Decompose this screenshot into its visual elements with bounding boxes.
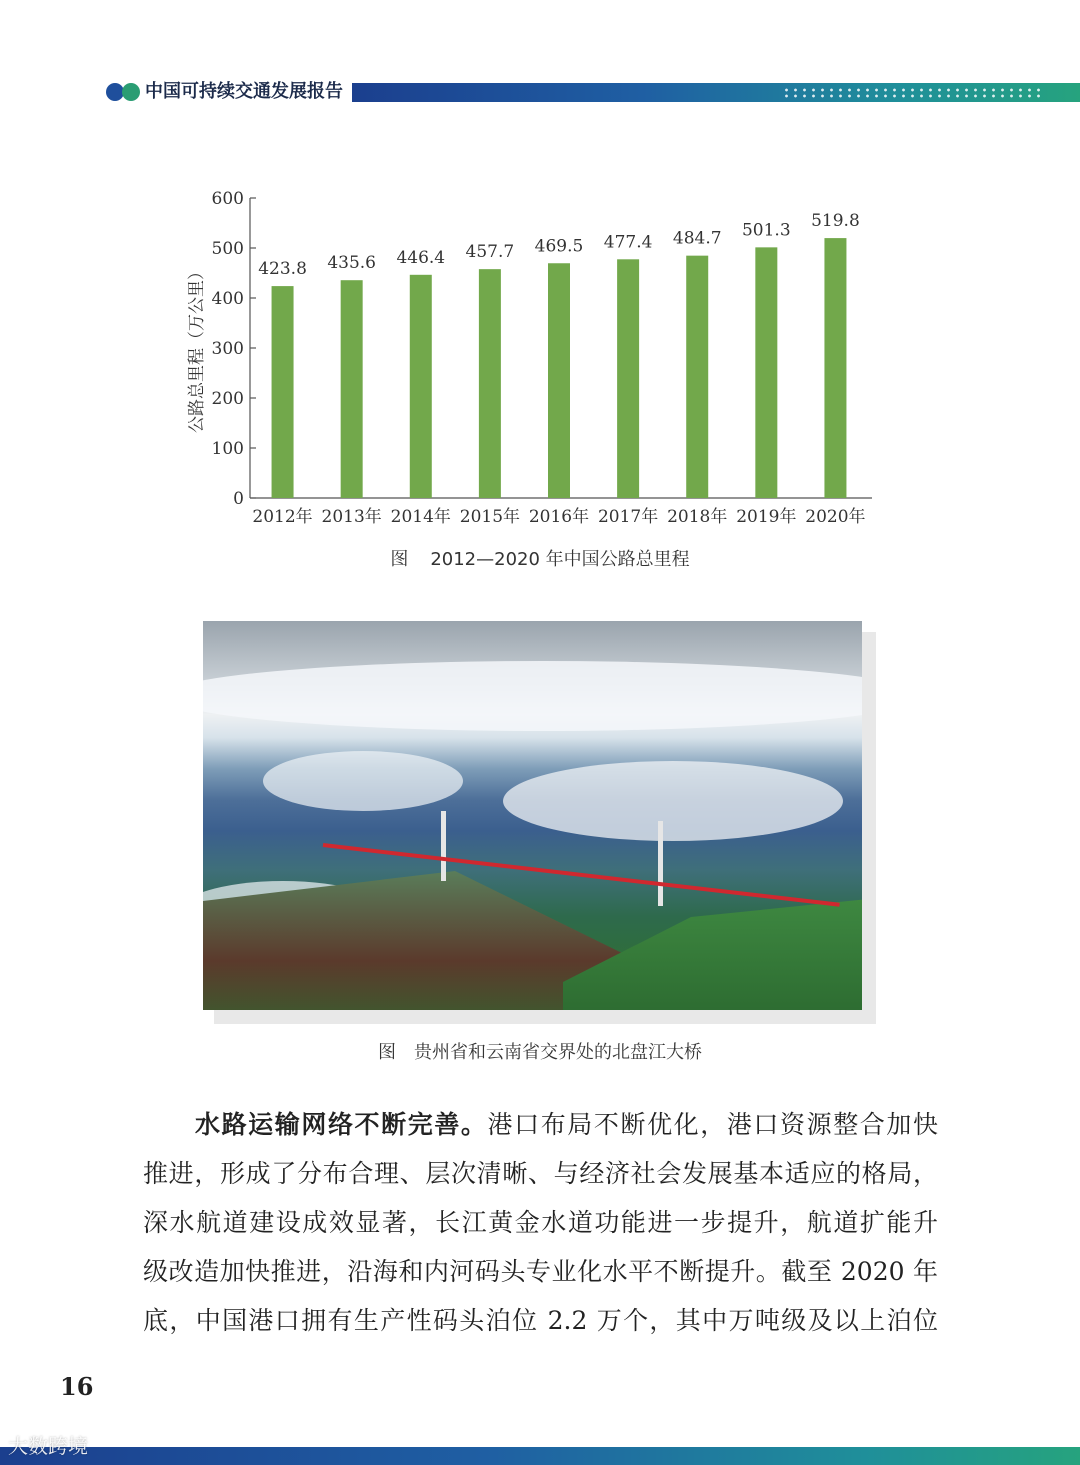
paragraph-line: 级改造加快推进，沿海和内河码头专业化水平不断提升。截至 2020 年 bbox=[143, 1257, 938, 1286]
bar bbox=[617, 259, 639, 498]
watermark: 大数跨境 bbox=[8, 1434, 88, 1458]
y-tick-label: 600 bbox=[211, 189, 244, 209]
bar-value-label: 435.6 bbox=[327, 253, 377, 274]
x-tick-label: 2013年 bbox=[321, 507, 382, 527]
chart-caption-text: 2012—2020 年中国公路总里程 bbox=[430, 549, 690, 570]
x-tick-label: 2012年 bbox=[252, 507, 313, 527]
y-tick-label: 500 bbox=[211, 239, 244, 259]
bar bbox=[341, 280, 363, 498]
y-tick-label: 200 bbox=[211, 389, 244, 409]
y-tick-label: 300 bbox=[211, 339, 244, 359]
body-paragraph bbox=[143, 1100, 938, 1345]
paragraph-line bbox=[143, 1100, 938, 1149]
bar-value-label: 477.4 bbox=[603, 232, 653, 253]
bridge-photo bbox=[203, 621, 862, 1010]
x-tick-label: 2017年 bbox=[597, 507, 659, 527]
bar bbox=[548, 263, 570, 498]
bar-chart-svg bbox=[180, 180, 900, 540]
bar bbox=[755, 247, 777, 498]
bar bbox=[272, 286, 294, 498]
x-tick-label: 2018年 bbox=[667, 507, 728, 527]
highway-mileage-chart bbox=[180, 180, 900, 540]
x-tick-label: 2016年 bbox=[528, 507, 590, 527]
x-tick-label: 2014年 bbox=[390, 507, 451, 527]
bar bbox=[410, 275, 432, 498]
report-title: 中国可持续交通发展报告 bbox=[145, 81, 343, 102]
bar-value-label: 484.7 bbox=[672, 228, 722, 249]
bar-value-label: 469.5 bbox=[534, 236, 584, 257]
bar-value-label: 423.8 bbox=[258, 259, 307, 280]
bar-value-label: 446.4 bbox=[396, 247, 446, 268]
photo-caption-text: 贵州省和云南省交界处的北盘江大桥 bbox=[414, 1042, 702, 1063]
paragraph-line: 深水航道建设成效显著，长江黄金水道功能进一步提升，航道扩能升 bbox=[143, 1208, 938, 1237]
bar-value-label: 519.8 bbox=[811, 211, 860, 232]
y-tick-label: 400 bbox=[211, 289, 244, 309]
bar-value-label: 501.3 bbox=[741, 220, 791, 241]
photo-caption-prefix: 图 bbox=[378, 1042, 396, 1063]
footer-decoration-bar bbox=[0, 1447, 1080, 1465]
x-tick-label: 2015年 bbox=[459, 507, 521, 527]
x-tick-label: 2020年 bbox=[805, 507, 866, 527]
paragraph-text: 港口布局不断优化，港口资源整合加快 bbox=[487, 1110, 938, 1139]
photo-caption bbox=[0, 1038, 1080, 1064]
running-header bbox=[0, 80, 1080, 104]
logo-dots-icon bbox=[106, 83, 142, 101]
bar bbox=[479, 269, 501, 498]
bar bbox=[824, 238, 846, 498]
chart-caption-prefix: 图 bbox=[390, 549, 409, 570]
paragraph-lead: 水路运输网络不断完善。 bbox=[195, 1110, 488, 1139]
x-tick-label: 2019年 bbox=[736, 507, 797, 527]
bar-value-label: 457.7 bbox=[465, 242, 515, 263]
header-decoration-bar bbox=[352, 83, 1080, 102]
bar bbox=[686, 256, 708, 498]
paragraph-line: 底，中国港口拥有生产性码头泊位 2.2 万个，其中万吨级及以上泊位 bbox=[143, 1306, 938, 1335]
y-tick-label: 100 bbox=[211, 439, 244, 459]
paragraph-line: 推进，形成了分布合理、层次清晰、与经济社会发展基本适应的格局， bbox=[143, 1159, 938, 1188]
page-number: 16 bbox=[60, 1372, 94, 1401]
chart-caption bbox=[0, 545, 1080, 571]
y-tick-label: 0 bbox=[233, 489, 244, 509]
y-axis-label: 公路总里程（万公里） bbox=[187, 263, 207, 433]
